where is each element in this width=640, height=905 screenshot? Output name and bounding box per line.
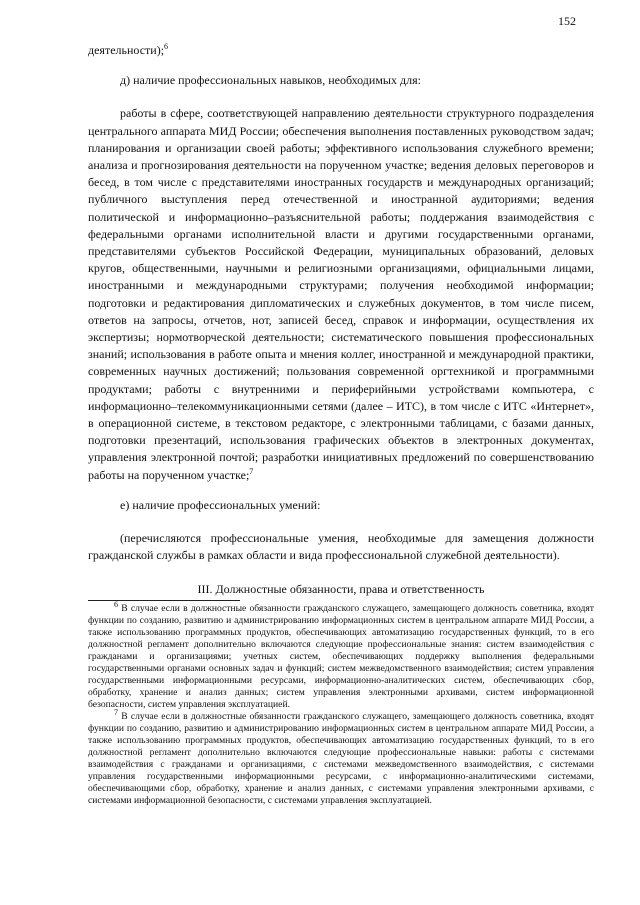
footnote-marker: 7: [114, 707, 118, 717]
footnote-marker: 6: [114, 599, 118, 609]
footnote-6: [88, 599, 594, 711]
footnote-text: В случае если в должностные обязанности гражданского служащего, замещающего должность советника, входят функции по созданию, развитию и администрированию информационных систем в центральном аппарате МИД России, а также использованию программных продуктов, обеспечивающих автоматизацию государственных функций, то в его должностной регламент дополнительно включаются следующие профессиональные знания: систем взаимодействия с гражданами и организациями; учетных систем, обеспечивающих поддержку выполнения федеральными государственными органами основных задач и функций; систем межведомственного взаимодействия; систем управления государственными информационными ресурсами, информационно-аналитических систем, обеспечивающих сбор, обработку, хранение и анализ данных; систем управления электронными архивами, систем информационной безопасности, систем управления эксплуатацией.: [88, 603, 594, 710]
continuation-line: [88, 42, 594, 59]
footnote-divider: [88, 600, 240, 601]
skills-paragraph: [88, 105, 594, 483]
footnote-ref-7: 7: [249, 466, 254, 476]
footnote-7: [88, 707, 594, 807]
abilities-paragraph: (перечисляются профессиональные умения, необходимые для замещения должности гражданской службы в рамках области и вида профессиональной служебной деятельности).: [88, 531, 594, 563]
footnote-ref-6: 6: [164, 42, 169, 51]
footnote-text: В случае если в должностные обязанности гражданского служащего, замещающего должность советника, входят функции по созданию, развитию и администрированию информационных систем в центральном аппарате МИД России, а также использованию программных продуктов, обеспечивающих автоматизацию государственных функций, то в его должностной регламент дополнительно включаются следующие профессиональные навыки: работы с системами взаимодействия с гражданами и организациями, с системами межведомственного взаимодействия, с системами управления государственными информационными ресурсами, с информационно-аналитическими системами, обеспечивающими сбор, обработку, хранение и анализ данных, с системами управления электронными архивами, с системами информационной безопасности, с системами управления эксплуатацией.: [88, 711, 594, 806]
section-title: III. Должностные обязанности, права и ответственность: [197, 582, 485, 597]
page-number: 152: [558, 14, 576, 28]
item-d-heading: д) наличие профессиональных навыков, необходимых для:: [120, 73, 421, 88]
skills-text: работы в сфере, соответствующей направлению деятельности структурного подразделения центрального аппарата МИД России; обеспечения выполнения поставленных руководством задач; планирования и организации своей работы; эффективного использования служебного времени; анализа и прогнозирования деятельности на порученном участке; ведения деловых переговоров и бесед, в том числе с представителями иностранных государств и международных организаций; публичного выступления перед отечественной и иностранной аудиториями; ведения политической и информационно–разъяснительной работы; поддержания взаимодействия с федеральными органами исполнительной власти и другими государственными органами, представителями субъектов Российской Федерации, муниципальных образований, деловых кругов, общественными, научными и религиозными организациями, официальными лицами, иностранными и международными структурами; получения необходимой информации; подготовки и редактирования дипломатических и служебных документов, в том числе писем, ответов на запросы, отчетов, нот, записей бесед, справок и информации, осуществления их экспертизы; нормотворческой деятельности; систематического повышения профессиональных знаний; использования в работе опыта и мнения коллег, иностранной и международной практики, современных научных достижений; пользования современной оргтехникой и программными продуктами; работы с внутренними и периферийными устройствами компьютера, с информационно–телекоммуникационными сетями (далее – ИТС), в том числе с ИТС «Интернет», в операционной системе, в текстовом редакторе, с электронными таблицами, с базами данных, подготовки презентаций, использования графических объектов в электронных документах, управления электронной почтой; разработки инициативных предложений по совершенствованию работы на порученном участке;: [88, 106, 594, 482]
footnotes: [88, 599, 594, 807]
document-body: [88, 42, 594, 599]
item-e-heading: е) наличие профессиональных умений:: [120, 497, 321, 512]
continuation-text: деятельности);: [88, 43, 165, 57]
